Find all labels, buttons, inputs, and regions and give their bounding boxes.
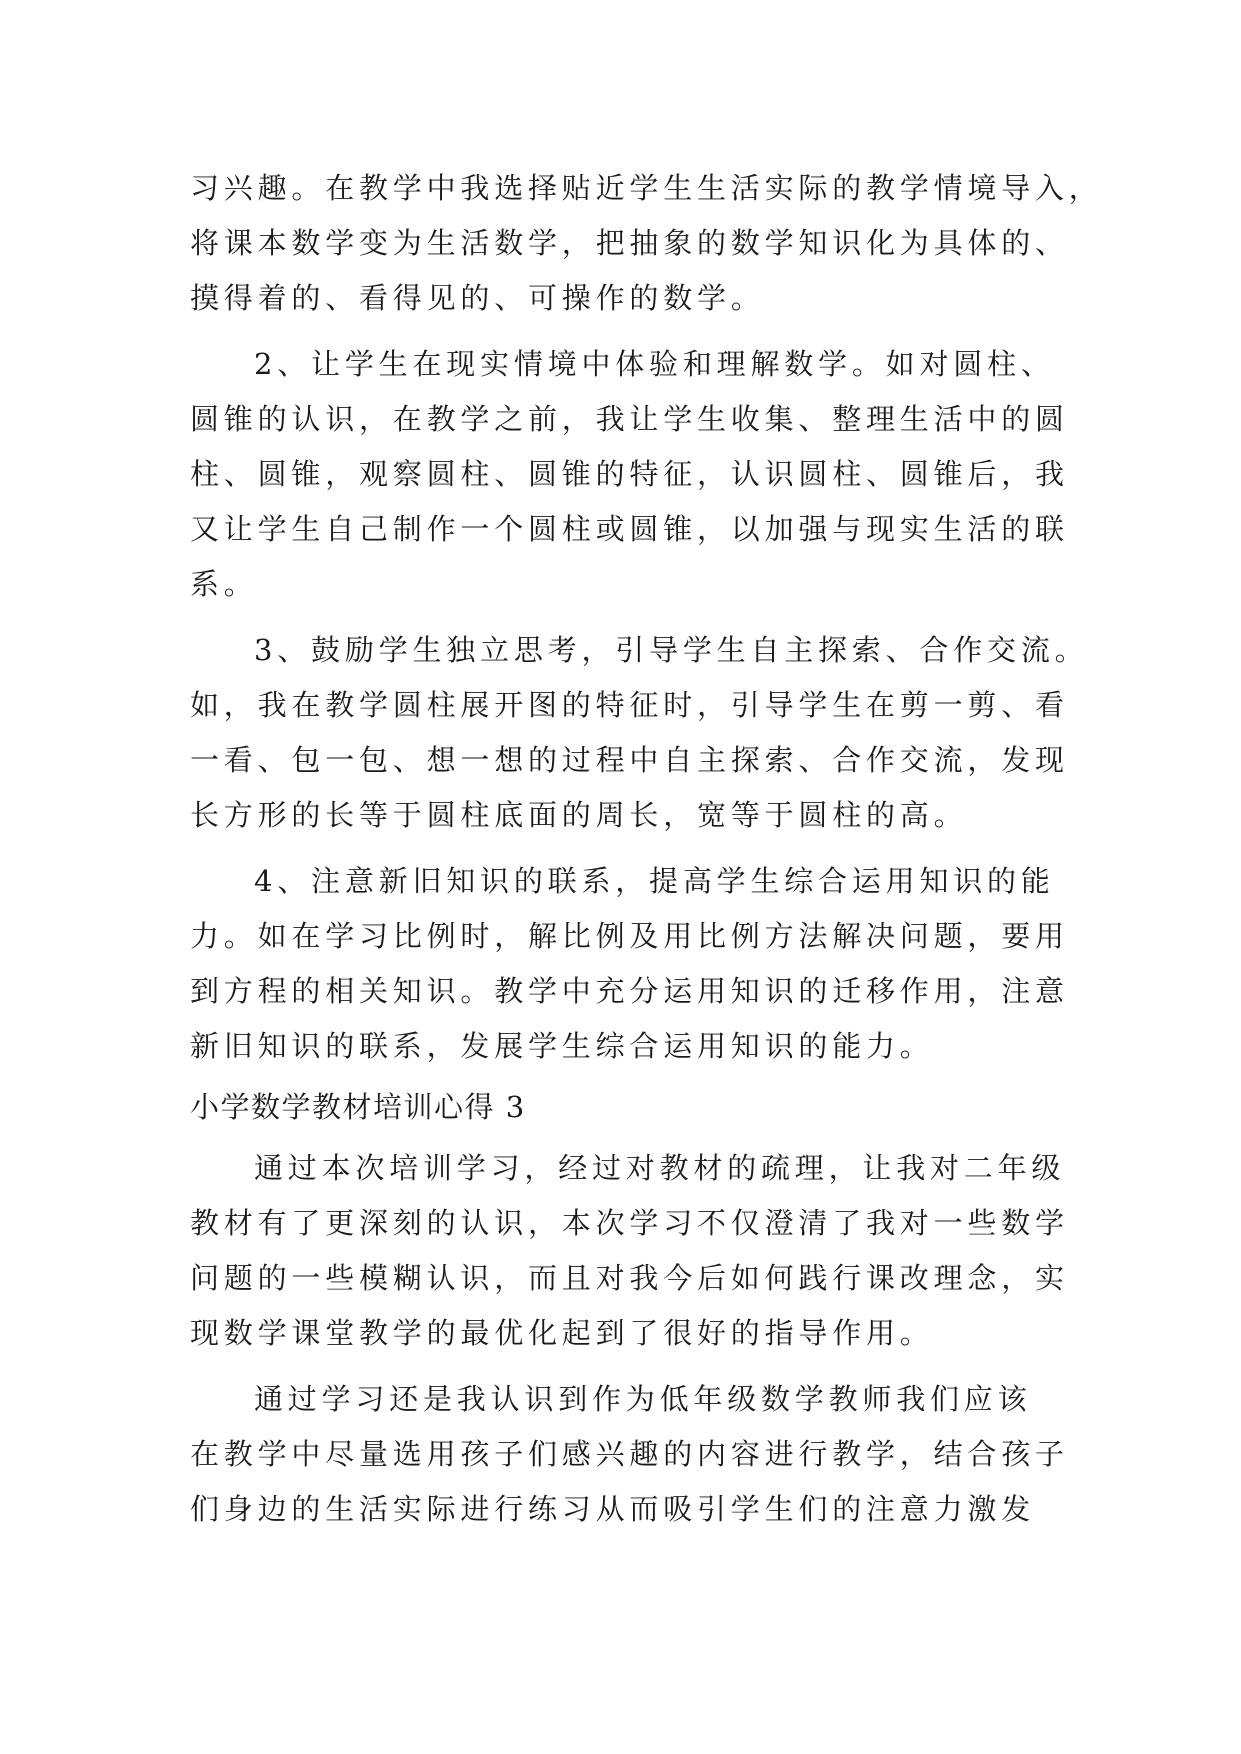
text-line: 力。如在学习比例时，解比例及用比例方法解决问题，要用 [190, 919, 1069, 953]
text-line: 摸得着的、看得见的、可操作的数学。 [190, 281, 765, 315]
paragraph-first-line: 3、鼓励学生独立思考，引导学生自主探索、合作交流。 [254, 633, 1089, 667]
text-line: 又让学生自己制作一个圆柱或圆锥，以加强与现实生活的联 [190, 512, 1069, 546]
text-line: 将课本数学变为生活数学，把抽象的数学知识化为具体的、 [190, 226, 1069, 260]
text-line: 长方形的长等于圆柱底面的周长，宽等于圆柱的高。 [190, 798, 968, 832]
section-heading: 小学数学教材培训心得 3 [190, 1090, 526, 1124]
paragraph-first-line: 通过本次培训学习，经过对教材的疏理，让我对二年级 [254, 1151, 1066, 1185]
text-line: 问题的一些模糊认识，而且对我今后如何践行课改理念，实 [190, 1261, 1069, 1295]
text-line: 教材有了更深刻的认识，本次学习不仅澄清了我对一些数学 [190, 1206, 1069, 1240]
paragraph-first-line: 2、让学生在现实情境中体验和理解数学。如对圆柱、 [254, 347, 1055, 381]
text-line: 到方程的相关知识。教学中充分运用知识的迁移作用，注意 [190, 974, 1069, 1008]
text-line: 新旧知识的联系，发展学生综合运用知识的能力。 [190, 1029, 934, 1063]
text-line: 一看、包一包、想一想的过程中自主探索、合作交流，发现 [190, 743, 1069, 777]
paragraph-first-line: 通过学习还是我认识到作为低年级数学教师我们应该 [254, 1382, 1032, 1416]
text-line: 圆锥的认识，在教学之前，我让学生收集、整理生活中的圆 [190, 402, 1069, 436]
text-line: 现数学课堂教学的最优化起到了很好的指导作用。 [190, 1316, 934, 1350]
text-line: 习兴趣。在教学中我选择贴近学生生活实际的教学情境导入， [190, 171, 1103, 205]
text-line: 系。 [190, 567, 258, 601]
text-line: 柱、圆锥，观察圆柱、圆锥的特征，认识圆柱、圆锥后，我 [190, 457, 1069, 491]
text-line: 在教学中尽量选用孩子们感兴趣的内容进行教学，结合孩子 [190, 1437, 1069, 1471]
text-line: 们身边的生活实际进行练习从而吸引学生们的注意力激发 [190, 1492, 1036, 1526]
text-line: 如，我在教学圆柱展开图的特征时，引导学生在剪一剪、看 [190, 688, 1069, 722]
paragraph-first-line: 4、注意新旧知识的联系，提高学生综合运用知识的能 [254, 864, 1055, 898]
